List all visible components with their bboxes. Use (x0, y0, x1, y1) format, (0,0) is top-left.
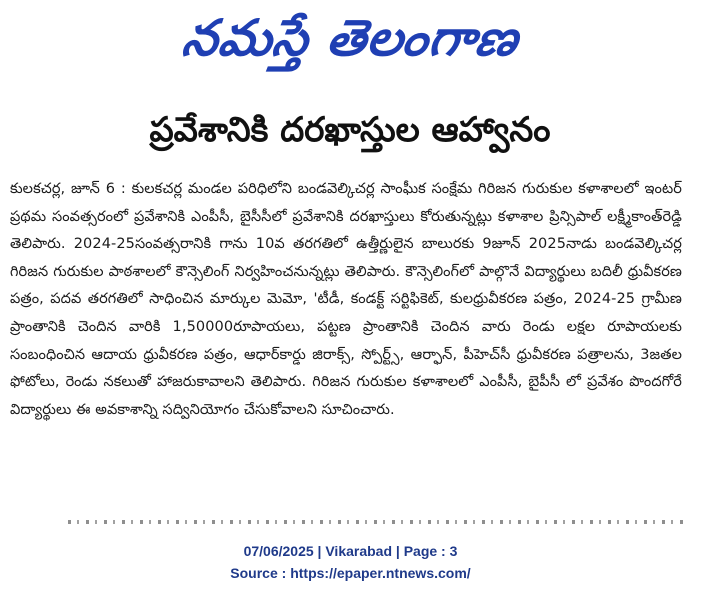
footer-source-line: Source : https://epaper.ntnews.com/ (230, 565, 471, 581)
footer-date-line: 07/06/2025 | Vikarabad | Page : 3 (243, 543, 458, 559)
masthead (8, 6, 692, 82)
masthead-title: నమస్తే తెలంగాణ (179, 8, 523, 67)
bottom-divider (68, 520, 688, 524)
article-headline: ప్రవేశానికి దరఖాస్తుల ఆహ్వానం (149, 110, 551, 150)
source-footer (0, 540, 701, 584)
newspaper-clipping (8, 6, 692, 526)
article-body: కులకచర్ల, జూన్ 6 : కులకచర్ల మండల పరిధిలోని బండవెల్కిచర్ల సాంఘీక సంక్షేమ గిరిజన గురుకుల కళాశాలలో ఇంటర్ ప్రథమ సంవత్సరంలో ప్రవేశానికి ఎంపీసీ, బైసీసీలో ప్రవేశానికి దరఖాస్తులు కోరుతున్నట్లు కళాశాల ప్రిన్సిపాల్ లక్ష్మీకాంత్‌రెడ్డి తెలిపారు. 2024-25సంవత్సరానికి గాను 10వ తరగతిలో ఉత్తీర్ణులైన బాలురకు 9జూన్ 2025నాడు బండవెల్కిచర్ల గిరిజన గురుకుల పాఠశాలలో కౌన్సెలింగ్ నిర్వహించనున్నట్లు తెలిపారు. కౌన్సెలింగ్‌లో పాల్గొనే విద్యార్థులు బదిలీ ధ్రువీకరణ పత్రం, పదవ తరగతిలో సాధించిన మార్కుల మెమో, 'టీడీ, కండక్ట్ సర్టిఫికెట్, కులధ్రువీకరణ పత్రం, 2024-25 గ్రామీణ ప్రాంతానికి చెందిన వారికి 1,50000రూపాయలు, పట్టణ ప్రాంతానికి చెందిన వారు రెండు లక్షల రూపాయలకు సంబంధించిన ఆదాయ ధ్రువీకరణ పత్రం, ఆధార్‌కార్డు జిరాక్స్, స్పోర్ట్స్, ఆర్ఫాన్, పీహెచ్‌సీ ధ్రువీకరణ పత్రాలను, 3జతల ఫోటోలు, రెండు నకలుతో హాజరుకావాలని తెలిపారు. గిరిజన గురుకుల కళాశాలలో ఎంపీసీ, బైపీసీ లో ప్రవేశం పొందగోరే విద్యార్థులు ఈ అవకాశాన్ని సద్వినియోగం చేసుకోవాలని సూచించారు. (10, 181, 683, 418)
